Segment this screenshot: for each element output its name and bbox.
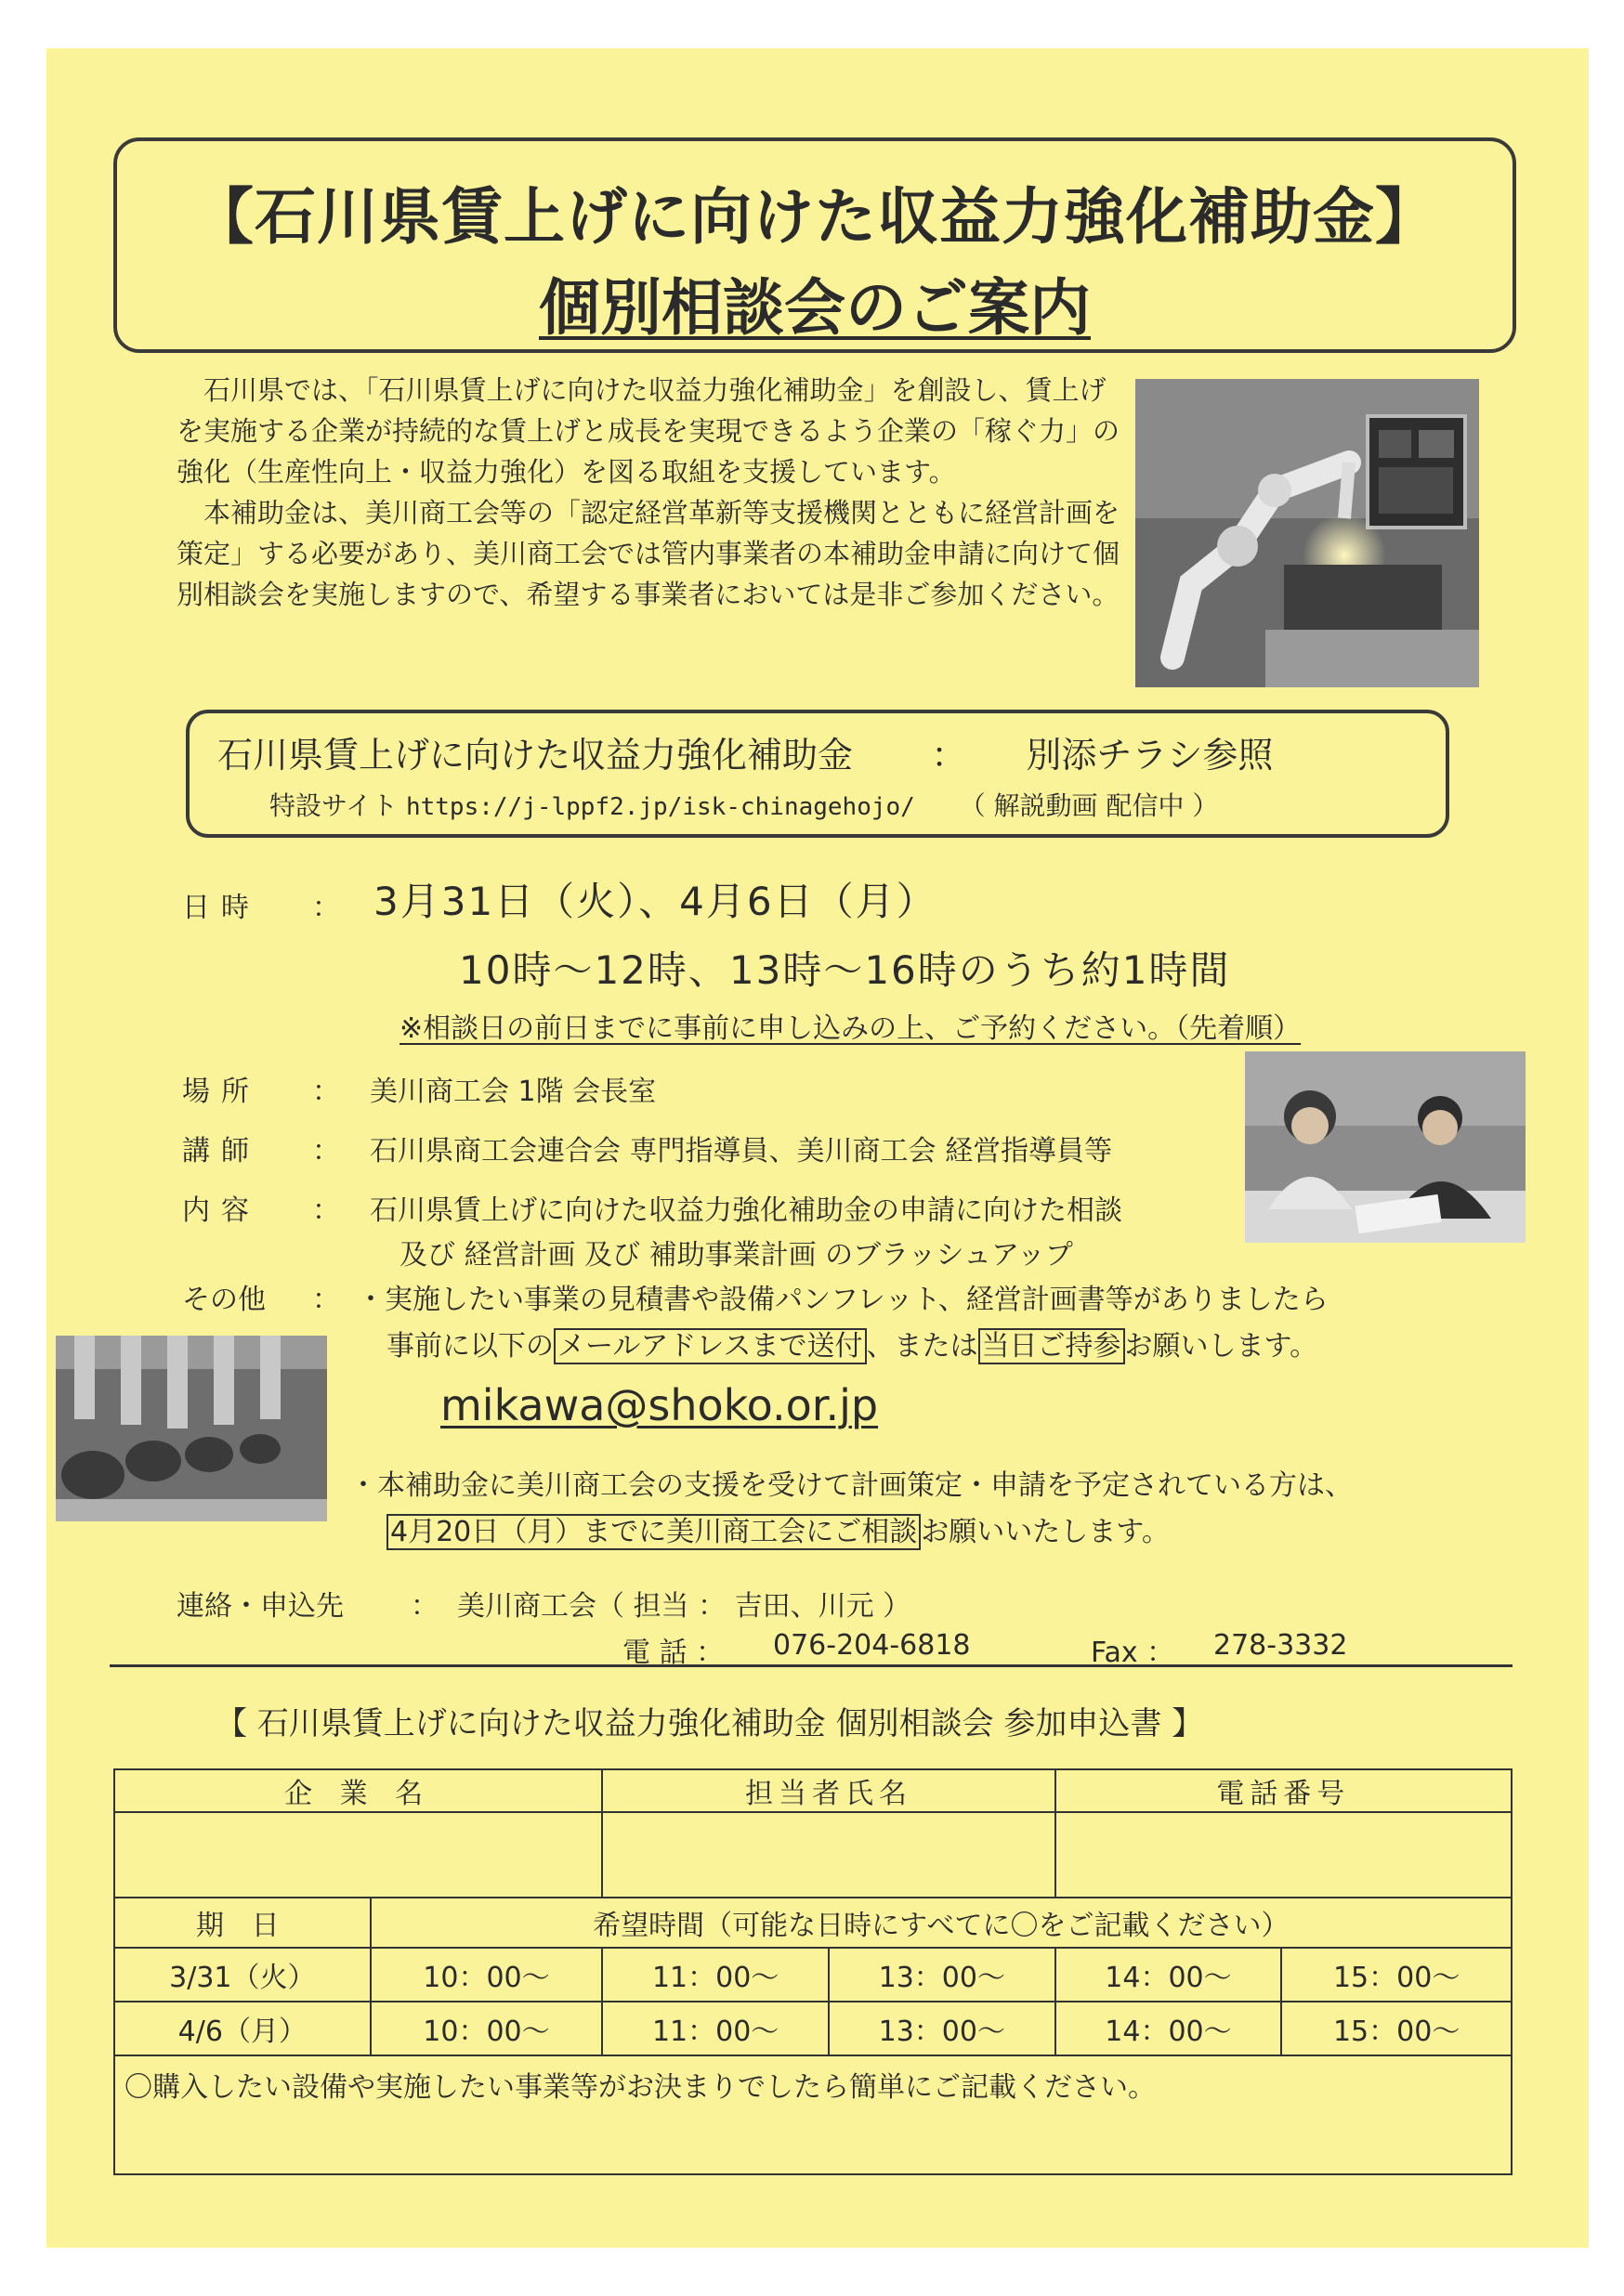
info-row-1 [217, 726, 1273, 777]
content-label: 内容 [182, 1194, 260, 1227]
reservation-note: ※相談日の前日までに事前に申し込みの上、ご予約ください。（先着順） [399, 1012, 1302, 1045]
equipment-note-text: 〇購入したい設備や実施したい事業等がお決まりでしたら簡単にご記載ください。 [124, 2071, 1156, 2104]
time-slot-cell[interactable]: 10：00～ [371, 2002, 603, 2055]
time-slot-cell[interactable]: 15：00～ [1281, 2002, 1512, 2055]
title-line2 [117, 258, 1513, 346]
info-row-2 [269, 786, 1218, 823]
lecturer-value: 石川県商工会連合会 専門指導員、美川商工会 経営指導員等 [370, 1135, 1113, 1168]
date-label: 日時 [182, 892, 260, 924]
info-separator: ： [931, 735, 967, 776]
other-item-2-line-1: ・本補助金に美川商工会の支援を受けて計画策定・申請を予定されている方は、 [349, 1469, 1353, 1502]
content-line-2: 及び 経営計画 及び 補助事業計画 のブラッシュアップ [399, 1239, 1073, 1272]
schedule-date-cell: 4/6（月） [114, 2002, 371, 2055]
place-label: 場所 [182, 1076, 260, 1108]
other1-text-e: お願いします。 [1124, 1330, 1318, 1363]
subsidy-name: 石川県賃上げに向けた収益力強化補助金 [217, 735, 854, 776]
form-title: 【 石川県賃上げに向けた収益力強化補助金 個別相談会 参加申込書 】 [216, 1705, 1204, 1742]
email-send-highlight: メールアドレスまで送付 [554, 1328, 867, 1364]
time-slot-cell[interactable]: 13：00～ [829, 1948, 1055, 2002]
time-slot-cell[interactable]: 11：00～ [602, 1948, 829, 2002]
intro-paragraph-1: 石川県では、「石川県賃上げに向けた収益力強化補助金」を創設し、賃上げを実施する企業が持続的な賃上げと成長を実現できるよう企業の「稼ぐ力」の強化（生産性向上・収益力強化）を図る取組を支援しています。 [177, 374, 1120, 488]
contact-colon: ： [411, 1590, 439, 1623]
bring-on-day-highlight: 当日ご持参 [978, 1328, 1125, 1364]
person-name-field[interactable] [602, 1812, 1054, 1898]
time-slot-cell[interactable]: 15：00～ [1281, 1948, 1512, 2002]
deadline-highlight: 4月20日（月）までに美川商工会にご相談 [386, 1514, 921, 1550]
intro-text [177, 370, 1124, 615]
other1-text-a: 事前に以下の [386, 1330, 554, 1363]
application-form-table [113, 1768, 1513, 2175]
consultation-illustration [1245, 1051, 1526, 1243]
date-colon: ： [312, 892, 340, 924]
time-header: 希望時間（可能な日時にすべてに〇をご記載ください） [371, 1898, 1512, 1948]
time-slot-cell[interactable]: 13：00～ [829, 2002, 1055, 2055]
tel-number: 076-204-6818 [773, 1629, 971, 1662]
other-label: その他 [182, 1284, 266, 1316]
place-colon: ： [312, 1076, 340, 1108]
event-times: 10時～12時、13時～16時のうち約1時間 [459, 947, 1231, 993]
intro-paragraph-2: 本補助金は、美川商工会等の「認定経営革新等支援機関とともに経営計画を策定」する必要があり、美川商工会では管内事業者の本補助金申請に向けて個別相談会を実施しますので、希望する事業者においては是非ご参加ください。 [177, 497, 1120, 610]
date-header: 期 日 [114, 1898, 371, 1948]
content-line-1: 石川県賃上げに向けた収益力強化補助金の申請に向けた相談 [370, 1194, 1122, 1227]
subsidy-info-box [186, 710, 1449, 838]
company-name-header: 企 業 名 [114, 1769, 602, 1812]
form-note-row [114, 2055, 1512, 2174]
fax-label: Fax ： [1091, 1637, 1175, 1669]
content-colon: ： [312, 1194, 340, 1227]
contact-organization: 美川商工会（ 担当 ： 吉田、川元 ） [457, 1590, 911, 1623]
title-line2-text: 個別相談会のご案内 [539, 272, 1091, 344]
other-item-1-line-2 [386, 1323, 1317, 1363]
other-item-1-line-1: ・実施したい事業の見積書や設備パンフレット、経営計画書等がありましたら [357, 1284, 1329, 1316]
schedule-row [114, 1948, 1512, 2002]
form-entry-row [114, 1812, 1512, 1898]
lecturer-colon: ： [312, 1135, 340, 1168]
time-slot-cell[interactable]: 14：00～ [1055, 2002, 1282, 2055]
other1-text-c: 、または [866, 1330, 978, 1363]
flyer-reference: 別添チラシ参照 [1026, 735, 1274, 776]
phone-header: 電話番号 [1055, 1769, 1512, 1812]
time-slot-cell[interactable]: 10：00～ [371, 1948, 603, 2002]
equipment-note-field[interactable] [114, 2055, 1512, 2174]
contact-label: 連絡・申込先 [177, 1590, 344, 1623]
lecturer-label: 講師 [182, 1135, 260, 1168]
other-colon: ： [312, 1284, 340, 1316]
flyer-page [46, 48, 1589, 2248]
site-label: 特設サイト [269, 790, 399, 821]
phone-field[interactable] [1055, 1812, 1512, 1898]
dispensing-machine-illustration [56, 1336, 327, 1521]
title-box [113, 137, 1516, 353]
video-note: （ 解説動画 配信中 ） [959, 790, 1219, 821]
form-header-row [114, 1769, 1512, 1812]
schedule-row [114, 2002, 1512, 2055]
person-name-header: 担当者氏名 [602, 1769, 1054, 1812]
fax-number: 278-3332 [1213, 1629, 1348, 1662]
section-divider [110, 1664, 1513, 1667]
company-name-field[interactable] [114, 1812, 602, 1898]
other-item-2-line-2 [386, 1508, 1170, 1549]
robot-arm-photo [1135, 379, 1479, 687]
schedule-header-row [114, 1898, 1512, 1948]
consultation-photo [1245, 1051, 1526, 1243]
schedule-date-cell: 3/31（火） [114, 1948, 371, 2002]
time-slot-cell[interactable]: 11：00～ [602, 2002, 829, 2055]
title-line1: 【石川県賃上げに向けた収益力強化補助金】 [192, 181, 1437, 253]
event-dates: 3月31日（火）、4月6日（月） [373, 879, 937, 924]
site-url-link[interactable]: https://j-lppf2.jp/isk-chinagehojo/ [405, 793, 915, 821]
time-slot-cell[interactable]: 14：00～ [1055, 1948, 1282, 2002]
robot-arm-illustration [1135, 379, 1479, 687]
place-value: 美川商工会 1階 会長室 [370, 1076, 657, 1108]
tel-label: 電 話 ： [622, 1637, 725, 1669]
dispensing-machine-photo [56, 1336, 327, 1521]
contact-email-link[interactable]: mikawa@shoko.or.jp [440, 1380, 879, 1430]
other2-text-b: お願いいたします。 [921, 1516, 1170, 1548]
